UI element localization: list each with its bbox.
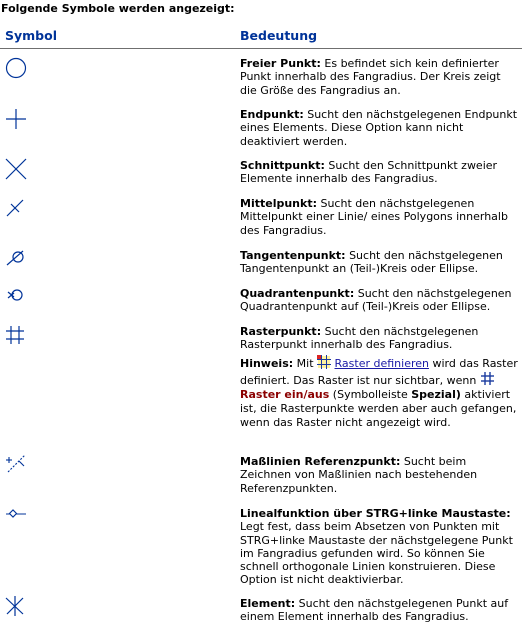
item-description: Maßlinien Referenzpunkt: Sucht beim Zeichnen von Maßlinien nach bestehenden Referenzpunkten.: [240, 455, 478, 495]
item-description: Freier Punkt: Es befindet sich kein definierter Punkt innerhalb des Fangradius. Der Kreis zeigt die Größe des Fangradius an.: [240, 57, 501, 97]
item-description: Endpunkt: Sucht den nächstgelegenen Endpunkt eines Elements. Diese Option kann nicht deaktiviert werden.: [240, 108, 518, 148]
item-description: Element: Sucht den nächstgelegenen Punkt auf einem Element innerhalb des Fangradius.: [240, 597, 509, 624]
grid-icon: [3, 323, 29, 349]
ruler-function-icon: [3, 502, 29, 528]
plus-icon: [3, 107, 29, 133]
quadrant-icon: [3, 284, 29, 310]
intro-text: Folgende Symbole werden angezeigt:: [1, 2, 235, 15]
item-description: Tangentenpunkt: Sucht den nächstgelegenen Tangentenpunkt an (Teil-)Kreis oder Ellipse.: [240, 249, 503, 276]
grid-toggle-icon: [480, 371, 495, 386]
item-description: Mittelpunkt: Sucht den nächstgelegenen Mittelpunkt einer Linie/ eines Polygons innerhalb des Fangradius.: [240, 197, 508, 237]
header-meaning: Bedeutung: [240, 28, 318, 43]
midpoint-icon: [3, 196, 29, 222]
grid-toggle-label: Raster ein/aus: [240, 388, 330, 401]
item-description: Rasterpunkt: Sucht den nächstgelegenen Rasterpunkt innerhalb des Fangradius.: [240, 325, 479, 352]
tangent-icon: [3, 246, 29, 272]
dimension-reference-icon: [3, 451, 29, 477]
item-description: Schnittpunkt: Sucht den Schnittpunkt zweier Elemente innerhalb des Fangradius.: [240, 159, 498, 186]
item-description: Linealfunktion über STRG+linke Maustaste: Legt fest, dass beim Absetzen von Punkten mit STRG+linke Maustaste der nächstgelegene Punkt im Fangradius gefunden wird. So können Sie schnell orthogonale Linien konstruieren. Diese Option ist nicht deaktivierbar.: [240, 507, 513, 587]
header-divider: [0, 48, 522, 49]
element-icon: [3, 594, 29, 620]
header-symbol: Symbol: [5, 28, 57, 43]
grid-define-icon: [317, 355, 331, 369]
cross-icon: [3, 156, 29, 182]
hint-text: Hinweis: Mit Raster definieren wird das Raster definiert. Das Raster ist nur sichtbar, wenn Raster ein/aus (Symbolleiste Spezial) aktiviert ist, die Rasterpunkte werden aber auch gefangen, wenn das Raster nicht angezeigt wird.: [240, 357, 518, 429]
circle-icon: [3, 57, 29, 83]
item-description: Quadrantenpunkt: Sucht den nächstgelegenen Quadrantenpunkt auf (Teil-)Kreis oder Ellipse.: [240, 287, 512, 314]
grid-define-link[interactable]: Raster definieren: [334, 357, 429, 370]
